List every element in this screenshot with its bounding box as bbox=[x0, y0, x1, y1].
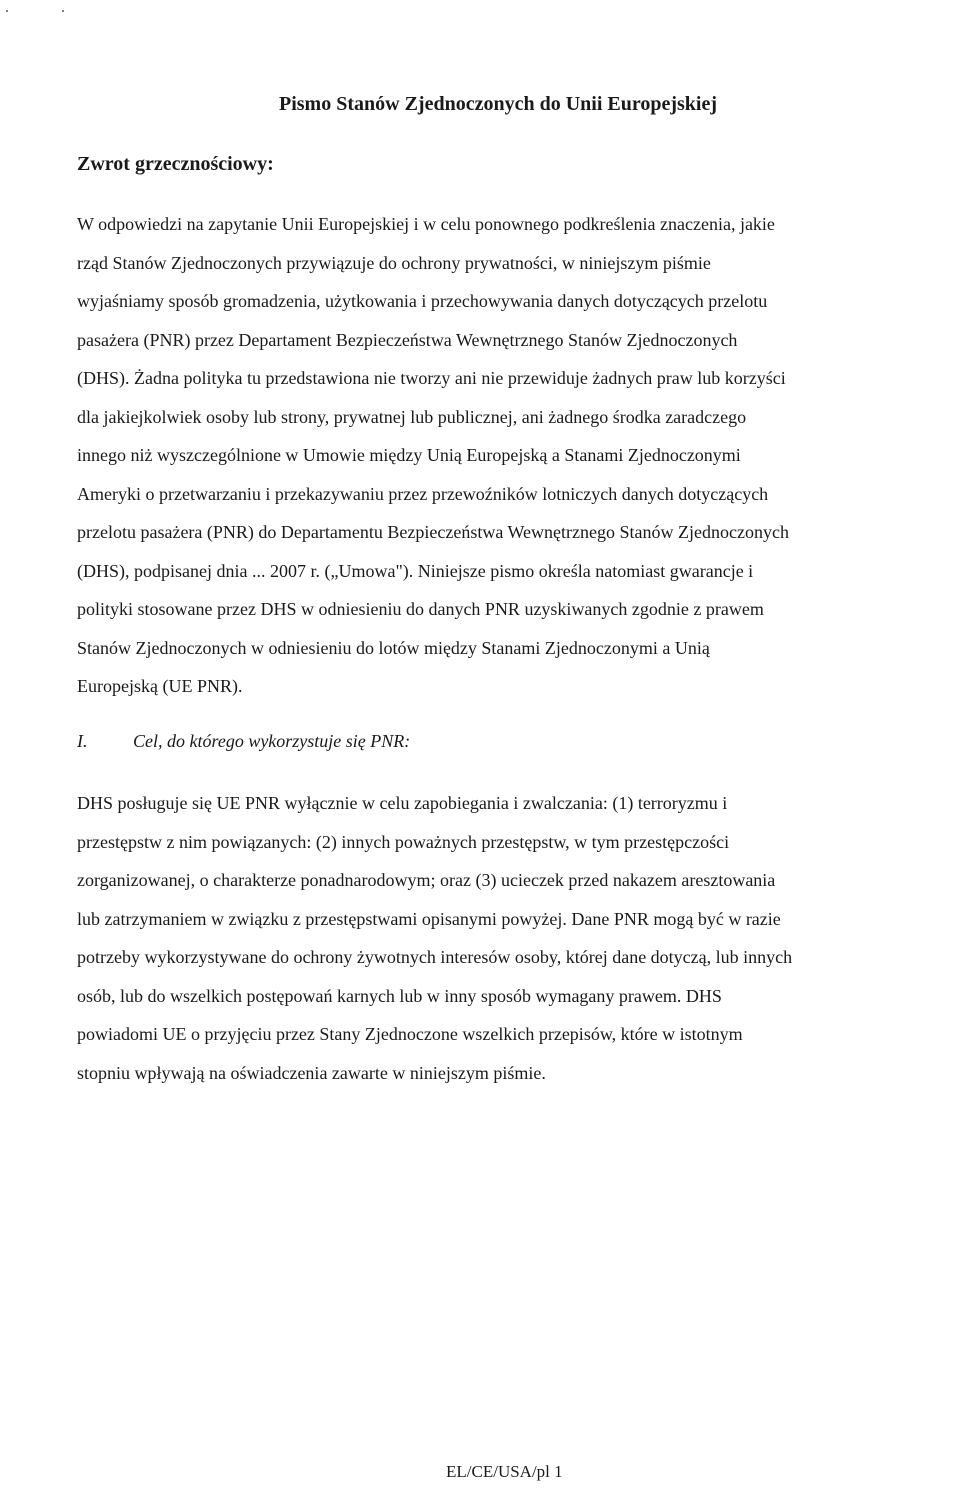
section-title: Cel, do którego wykorzystuje się PNR: bbox=[133, 731, 411, 751]
paragraph-line: powiadomi UE o przyjęciu przez Stany Zjednoczone wszelkich przepisów, które w istotnym bbox=[77, 1024, 743, 1044]
letter-title: Pismo Stanów Zjednoczonych do Unii Europejskiej bbox=[279, 93, 718, 115]
scan-speck bbox=[6, 10, 8, 12]
paragraph-line: Ameryki o przetwarzaniu i przekazywaniu przez przewoźników lotniczych danych dotyczących bbox=[77, 483, 769, 504]
paragraph-line: stopniu wpływają na oświadczenia zawarte w niniejszym piśmie. bbox=[77, 1062, 546, 1083]
section-number: I. bbox=[77, 731, 88, 751]
paragraph-line: wyjaśniamy sposób gromadzenia, użytkowania i przechowywania danych dotyczących przelotu bbox=[77, 291, 768, 311]
paragraph-line: potrzeby wykorzystywane do ochrony żywotnych interesów osoby, której dane dotyczą, lub innych bbox=[77, 947, 793, 967]
salutation: Zwrot grzecznościowy: bbox=[77, 153, 274, 175]
scan-speck bbox=[62, 10, 64, 12]
paragraph-line: zorganizowanej, o charakterze ponadnarodowym; oraz (3) ucieczek przed nakazem aresztowania bbox=[77, 870, 776, 890]
paragraph-line: przestępstw z nim powiązanych: (2) innych poważnych przestępstw, w tym przestępczości bbox=[77, 831, 730, 852]
document-reference: EL/CE/USA/pl 1 bbox=[446, 1462, 563, 1481]
section-paragraph bbox=[77, 784, 960, 1092]
paragraph-line: (DHS), podpisanej dnia ... 2007 r. („Umowa"). Niniejsze pismo określa natomiast gwarancje i bbox=[77, 560, 754, 581]
paragraph-line: W odpowiedzi na zapytanie Unii Europejskiej i w celu ponownego podkreślenia znaczenia, jakie bbox=[77, 214, 775, 234]
paragraph-line: polityki stosowane przez DHS w odniesieniu do danych PNR uzyskiwanych zgodnie z prawem bbox=[77, 599, 764, 619]
paragraph-line: (DHS). Żadna polityka tu przedstawiona nie tworzy ani nie przewiduje żadnych praw lub korzyści bbox=[77, 368, 786, 388]
intro-paragraph bbox=[77, 205, 960, 706]
paragraph-line: Europejską (UE PNR). bbox=[77, 676, 243, 696]
paragraph-line: DHS posługuje się UE PNR wyłącznie w celu zapobiegania i zwalczania: (1) terroryzmu i bbox=[77, 793, 728, 813]
paragraph-line: Stanów Zjednoczonych w odniesieniu do lotów między Stanami Zjednoczonymi a Unią bbox=[77, 637, 710, 658]
section-heading bbox=[77, 727, 410, 755]
paragraph-line: przelotu pasażera (PNR) do Departamentu Bezpieczeństwa Wewnętrznego Stanów Zjednoczonych bbox=[77, 522, 789, 542]
paragraph-line: pasażera (PNR) przez Departament Bezpieczeństwa Wewnętrznego Stanów Zjednoczonych bbox=[77, 329, 738, 350]
paragraph-line: rząd Stanów Zjednoczonych przywiązuje do ochrony prywatności, w niniejszym piśmie bbox=[77, 252, 711, 273]
paragraph-line: innego niż wyszczególnione w Umowie między Unią Europejską a Stanami Zjednoczonymi bbox=[77, 445, 741, 465]
paragraph-line: osób, lub do wszelkich postępowań karnych lub w inny sposób wymagany prawem. DHS bbox=[77, 985, 722, 1006]
paragraph-line: lub zatrzymaniem w związku z przestępstwami opisanymi powyżej. Dane PNR mogą być w razie bbox=[77, 908, 781, 929]
paragraph-line: dla jakiejkolwiek osoby lub strony, prywatnej lub publicznej, ani żadnego środka zaradczego bbox=[77, 406, 747, 427]
